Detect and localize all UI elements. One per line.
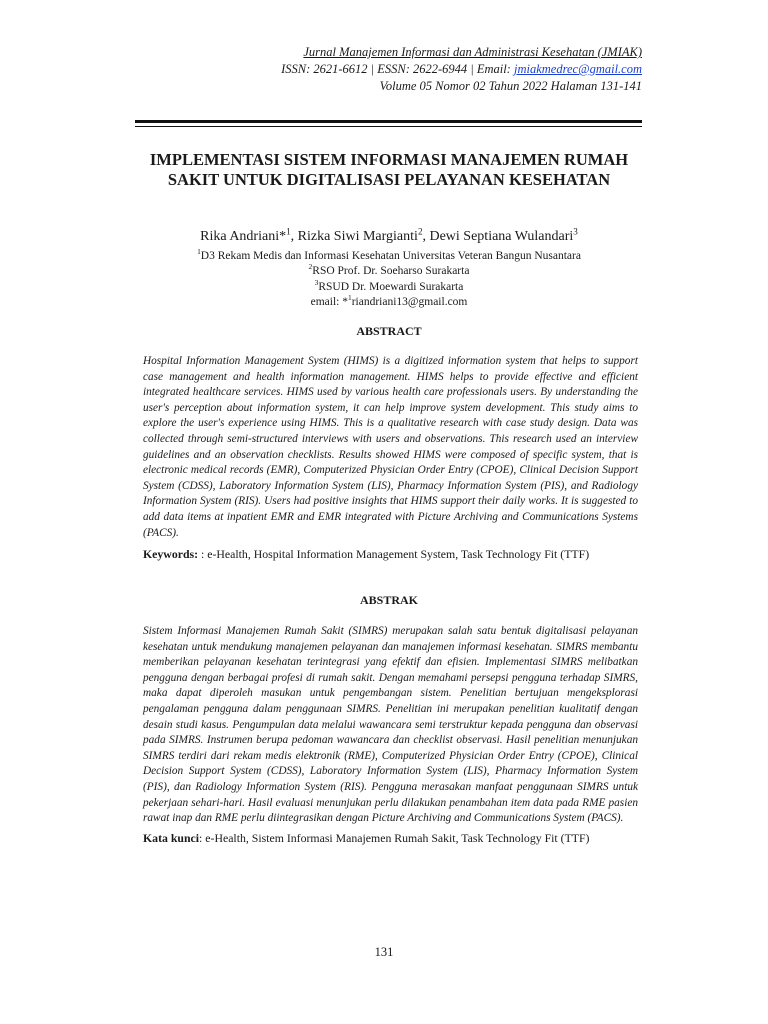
keywords-label: Keywords: bbox=[143, 547, 199, 561]
affiliation-3 bbox=[140, 277, 638, 295]
abstrak-text: Sistem Informasi Manajemen Rumah Sakit (SIMRS) merupakan salah satu bentuk digitalisasi pelayanan kesehatan untuk mendukung manajemen pelayanan dan manajemen informasi kesehatan. SIMRS membantu memberikan pelayanan kesehatan terintegrasi yang efektif dan efisien. Implementasi SIMRS melibatkan pengguna dengan berbagai profesi di rumah sakit. Dengan memahami persepsi pengguna terhadap SIMRS, maka dapat diperoleh masukan untuk pengembangan sistem. Penelitian bertujuan mengeksplorasi pengalaman pengguna dalam penggunaan SIMRS. Penelitian ini merupakan penelitian kualitatif dengan desain studi kasus. Pengumpulan data melalui wawancara semi terstruktur kepada pengguna dan observasi pada SIMRS. Instrumen berupa pedoman wawancara dan checklist observasi. Hasil penelitian menunjukan SIMRS terdiri dari rekam medis elektronik (RME), Computerized Physician Order Entry (CPOE), Clinical Decision Support System (CDSS), Laboratory Information System (LIS), Pharmacy Information System (PIS), dan Radiology Information System (RIS). Pengguna merasakan manfaat penggunaan SIMRS untuk pekerjaan sehari-hari. Hasil evaluasi menunjukan perlu dilakukan penambahan item data pada RME pasien rawat inap dan RME perlu diintegrasikan dengan Picture Archiving and Communications System (PACS). bbox=[143, 625, 638, 825]
author-1: Rika Andriani* bbox=[200, 229, 287, 244]
author-3: Dewi Septiana Wulandari bbox=[429, 229, 574, 244]
header-rule-thin bbox=[135, 126, 642, 127]
abstrak-heading: ABSTRAK bbox=[359, 593, 418, 607]
abstract-keywords bbox=[143, 547, 638, 562]
header-rule-thick bbox=[135, 120, 642, 123]
author-2-sup: 2 bbox=[417, 226, 423, 237]
corresponding-email bbox=[140, 295, 638, 310]
author-3-sup: 3 bbox=[573, 226, 578, 237]
kata-kunci-label: Kata kunci bbox=[143, 831, 200, 845]
author-1-sup: 1 bbox=[286, 226, 291, 237]
affiliation-1 bbox=[140, 249, 638, 264]
issn-line bbox=[281, 61, 642, 78]
abstract-heading: ABSTRACT bbox=[356, 324, 422, 338]
affiliation-2-text: RSO Prof. Dr. Soeharso Surakarta bbox=[312, 265, 470, 278]
affiliation-1-text: D3 Rekam Medis dan Informasi Kesehatan Universitas Veteran Bangun Nusantara bbox=[200, 250, 581, 262]
affiliation-3-text: RSUD Dr. Moewardi Surakarta bbox=[318, 280, 464, 293]
abstrak-keywords bbox=[143, 831, 638, 846]
kata-kunci-text: : e-Health, Sistem Informasi Manajemen Rumah Sakit, Task Technology Fit (TTF) bbox=[199, 831, 590, 845]
keywords-text: : e-Health, Hospital Information Management System, Task Technology Fit (TTF) bbox=[198, 547, 590, 561]
journal-email-link[interactable]: jmiakmedrec@gmail.com bbox=[513, 62, 642, 76]
issn-text: ISSN: 2621-6612 | ESSN: 2622-6944 | Email: bbox=[281, 62, 514, 76]
author-2: Rizka Siwi Margianti bbox=[297, 229, 418, 244]
author-sep: , bbox=[290, 229, 298, 244]
affiliation-2-sup: 2 bbox=[308, 262, 313, 272]
journal-name: Jurnal Manajemen Informasi dan Administrasi Kesehatan (JMIAK) bbox=[303, 45, 642, 59]
paper-title: IMPLEMENTASI SISTEM INFORMASI MANAJEMEN RUMAH SAKIT UNTUK DIGITALISASI PELAYANAN KESEHATAN bbox=[149, 150, 629, 189]
volume-line: Volume 05 Nomor 02 Tahun 2022 Halaman 131-141 bbox=[379, 79, 642, 93]
page-number: 131 bbox=[374, 945, 394, 959]
affiliation-3-sup: 3 bbox=[314, 277, 319, 287]
email-sup: 1 bbox=[347, 293, 352, 303]
affiliations bbox=[140, 249, 638, 310]
email-prefix: email: * bbox=[310, 295, 348, 308]
affiliation-1-sup: 1 bbox=[197, 247, 201, 257]
author-list bbox=[140, 226, 638, 245]
affiliation-2 bbox=[140, 264, 638, 279]
abstract-text: Hospital Information Management System (HIMS) is a digitized information system that helps to support case management and health information management. HIMS helps to provide effective and efficient integrated healthcare services. HIMS used by various health care professionals users. By understanding the user's perception about information system, it can help improve system development. This study aims to explore the user's experience using HIMS. This is a qualitative research with case study design. Data was collected through semi-structured interviews with users and observations. This research used an interview guidelines and an observation checklists. Results showed HIMS were composed of specific system, that is electronic medical records (EMR), Computerized Physician Order Entry (CPOE), Clinical Decision Support System (CDSS), Laboratory Information System (LIS), Pharmacy Information System (PIS), and Radiology Information System (RIS). Users had positive insights that HIMS support their daily works. It is suggested to add data items at inpatient EMR and EMR integrated with Picture Archiving and Communications Systems (PACS). bbox=[143, 355, 638, 539]
journal-header bbox=[281, 44, 642, 95]
email-address: riandriani13@gmail.com bbox=[351, 295, 468, 308]
author-sep: , bbox=[422, 229, 430, 244]
